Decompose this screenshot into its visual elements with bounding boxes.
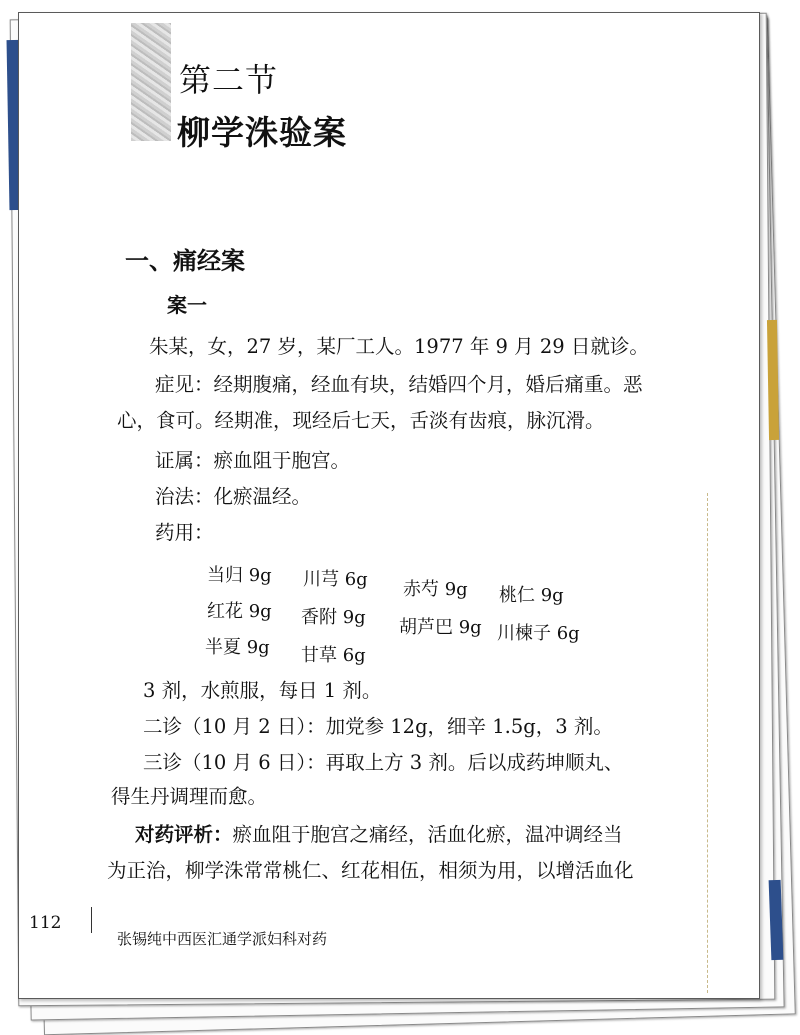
case-line: 3 剂，水煎服，每日 1 剂。 xyxy=(143,679,382,702)
page-number: 112 xyxy=(29,913,62,933)
section-number: 第二节 xyxy=(179,61,279,99)
herb-item: 香附 9g xyxy=(301,607,366,628)
herb-item: 赤芍 9g xyxy=(403,579,468,600)
case-line: 朱某，女，27 岁，某厂工人。1977 年 9 月 29 日就诊。 xyxy=(149,335,649,358)
marble-decoration xyxy=(131,23,171,141)
subsection-heading: 一、痛经案 xyxy=(125,247,245,275)
case-label: 案一 xyxy=(167,293,207,317)
herb-item: 桃仁 9g xyxy=(499,585,564,606)
page-fold-line xyxy=(707,493,709,993)
case-line: 心，食可。经期准，现经后七天，舌淡有齿痕，脉沉滑。 xyxy=(117,409,605,432)
case-line: 二诊（10 月 2 日）：加党参 12g，细辛 1.5g，3 剂。 xyxy=(143,715,613,738)
herb-item: 甘草 6g xyxy=(301,645,366,666)
cover-edge-gold xyxy=(767,320,779,440)
section-title: 柳学洙验案 xyxy=(177,113,347,152)
footer-divider xyxy=(91,907,92,933)
case-line: 治法：化瘀温经。 xyxy=(155,485,312,508)
herb-item: 半夏 9g xyxy=(205,637,270,658)
case-line: 三诊（10 月 6 日）：再取上方 3 剂。后以成药坤顺丸、 xyxy=(143,751,624,774)
case-line: 证属：瘀血阻于胞宫。 xyxy=(155,449,351,472)
herb-item: 当归 9g xyxy=(207,565,272,586)
case-line: 药用： xyxy=(155,521,214,544)
case-line: 得生丹调理而愈。 xyxy=(111,785,268,808)
herb-item: 红花 9g xyxy=(207,601,272,622)
herb-item: 胡芦巴 9g xyxy=(399,617,482,638)
analysis-line: 为正治，柳学洙常常桃仁、红花相伍，相须为用，以增活血化 xyxy=(107,859,634,882)
analysis-label: 对药评析： xyxy=(135,823,233,846)
document-page xyxy=(18,12,760,999)
case-line: 症见：经期腹痛，经血有块，结婚四个月，婚后痛重。恶 xyxy=(155,373,643,396)
book-title: 张锡纯中西医汇通学派妇科对药 xyxy=(117,930,328,948)
analysis-line xyxy=(135,819,623,847)
herb-item: 川楝子 6g xyxy=(497,623,580,644)
herb-item: 川芎 6g xyxy=(303,569,368,590)
analysis-text: 瘀血阻于胞宫之痛经，活血化瘀，温冲调经当 xyxy=(232,823,623,846)
